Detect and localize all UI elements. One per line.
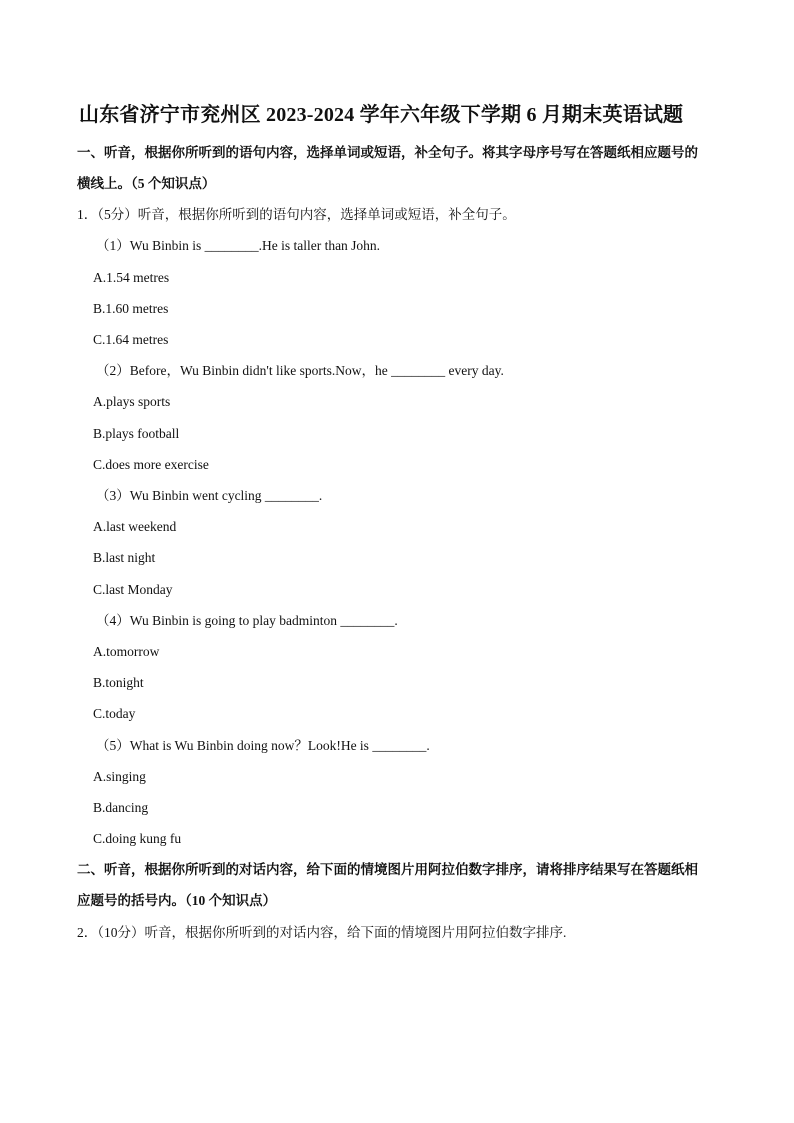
question1-item5-option-b: B.dancing bbox=[93, 800, 149, 815]
question1-item5-option-c: C.doing kung fu bbox=[93, 831, 182, 846]
section1-heading-line1: 一、听音，根据你所听到的语句内容，选择单词或短语，补全句子。将其字母序号写在答题纸相应题号的 bbox=[77, 145, 698, 160]
page-title: 山东省济宁市兖州区 2023-2024 学年六年级下学期 6 月期末英语试题 bbox=[79, 104, 684, 126]
question1-item1-stem: （1）Wu Binbin is ________.He is taller than John. bbox=[96, 238, 381, 253]
question1-item1-option-a: A.1.54 metres bbox=[93, 270, 170, 285]
question2-heading: 2．（10分）听音，根据你所听到的对话内容，给下面的情境图片用阿拉伯数字排序. bbox=[77, 925, 567, 940]
section1-heading-line2: 横线上。（5 个知识点） bbox=[77, 176, 216, 191]
question1-item3-option-c: C.last Monday bbox=[93, 582, 173, 597]
question1-item2-option-b: B.plays football bbox=[93, 426, 180, 441]
question1-item1-option-b: B.1.60 metres bbox=[93, 301, 169, 316]
question1-item5-option-a: A.singing bbox=[93, 769, 146, 784]
question1-item2-stem: （2）Before，Wu Binbin didn't like sports.Now，he ________ every day. bbox=[96, 363, 504, 378]
question1-item4-option-c: C.today bbox=[93, 706, 136, 721]
question1-item3-option-b: B.last night bbox=[93, 550, 156, 565]
question1-item4-option-a: A.tomorrow bbox=[93, 644, 160, 659]
question1-item1-option-c: C.1.64 metres bbox=[93, 332, 169, 347]
question1-item2-option-a: A.plays sports bbox=[93, 394, 171, 409]
question1-item4-stem: （4）Wu Binbin is going to play badminton ________. bbox=[96, 613, 398, 628]
section2-heading-line2: 应题号的括号内。（10 个知识点） bbox=[77, 893, 277, 908]
question1-item5-stem: （5）What is Wu Binbin doing now？Look!He is ________. bbox=[96, 738, 430, 753]
question1-item3-stem: （3）Wu Binbin went cycling ________. bbox=[96, 488, 323, 503]
question1-heading: 1．（5分）听音，根据你所听到的语句内容，选择单词或短语，补全句子。 bbox=[77, 207, 516, 222]
question1-item2-option-c: C.does more exercise bbox=[93, 457, 209, 472]
section2-heading-line1: 二、听音，根据你所听到的对话内容，给下面的情境图片用阿拉伯数字排序，请将排序结果写在答题纸相 bbox=[77, 862, 698, 877]
question1-item4-option-b: B.tonight bbox=[93, 675, 144, 690]
question1-item3-option-a: A.last weekend bbox=[93, 519, 177, 534]
